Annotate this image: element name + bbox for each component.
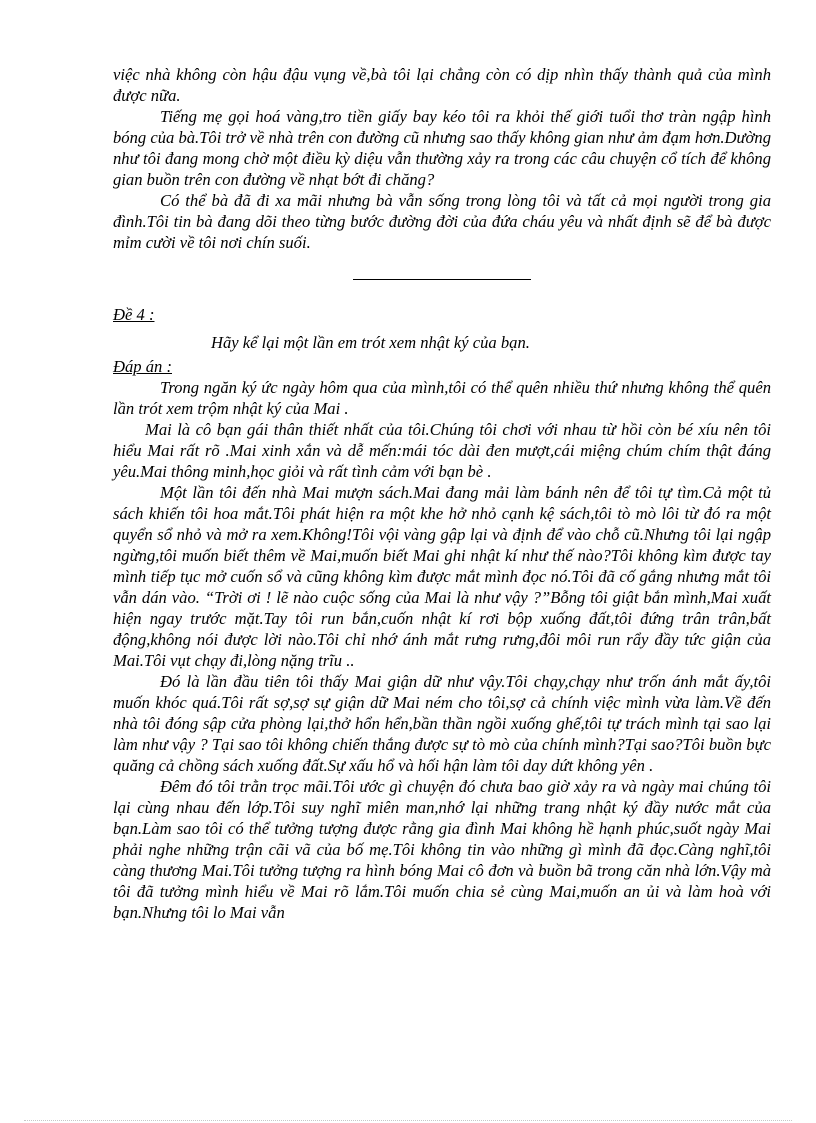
intro-paragraph-2: Tiếng mẹ gọi hoá vàng,tro tiền giấy bay kéo tôi ra khỏi thế giới tuổi thơ tràn ngập hình bóng của bà.Tôi trở về nhà trên con đường cũ nhưng sao thấy không gian như ảm đạm hơn.Dường như tôi đang mong chờ một điều kỳ diệu vẫn thường xảy ra trong các câu chuyện cổ tích để không gian buồn trên con đường về nhạt bớt đi chăng? — [113, 107, 771, 189]
page-bottom-border — [24, 1120, 792, 1121]
section-heading: Đề 4 : — [113, 305, 155, 324]
intro-paragraph-3: Có thể bà đã đi xa mãi nhưng bà vẫn sống trong lòng tôi và tất cả mọi người trong gia đình.Tôi tin bà đang dõi theo từng bước đường đời của đứa cháu yêu và nhất định sẽ để bà được mỉm cười về tôi nơi chín suối. — [113, 191, 771, 252]
section-divider — [353, 279, 531, 280]
essay-prompt: Hãy kể lại một lần em trót xem nhật ký của bạn. — [211, 333, 530, 352]
answer-paragraph-4: Đó là lần đầu tiên tôi thấy Mai giận dữ như vậy.Tôi chạy,chạy như trốn ánh mắt ấy,tôi muốn khóc quá.Tôi rất sợ,sợ sự giận dữ Mai ném cho tôi,sợ cả chính việc mình vừa làm.Về đến nhà tôi đóng sập cửa phòng lại,thở hổn hển,bần thần ngồi xuống ghế,tôi tự trách mình tại sao lại làm như vậy ? Tại sao tôi không chiến thắng được sự tò mò của chính mình?Tại sao?Tôi buồn bực quăng cả chồng sách xuống đất.Sự xấu hổ và hối hận làm tôi day dứt không yên . — [113, 672, 771, 775]
answer-label: Đáp án : — [113, 357, 172, 376]
intro-paragraph-1: việc nhà không còn hậu đậu vụng về,bà tôi lại chẳng còn có dịp nhìn thấy thành quả của mình được nữa. — [113, 65, 771, 105]
answer-paragraph-5: Đêm đó tôi trằn trọc mãi.Tôi ước gì chuyện đó chưa bao giờ xảy ra và ngày mai chúng tôi lại cùng nhau đến lớp.Tôi suy nghĩ miên man,nhớ lại những trang nhật ký đầy nước mắt của bạn.Làm sao tôi có thể tưởng tượng được rằng gia đình Mai không hề hạnh phúc,suốt ngày Mai phải nghe những trận cãi vã của bố mẹ.Tôi không tin vào những gì mình đã đọc.Càng nghĩ,tôi càng thương Mai.Tôi tưởng tượng ra hình bóng Mai cô đơn và buồn bã trong căn nhà lớn.Vậy mà tôi đã tưởng mình hiểu về Mai rõ lắm.Tôi muốn chia sẻ cùng Mai,muốn an ủi và làm hoà với bạn.Nhưng tôi lo Mai vẫn — [113, 777, 771, 922]
answer-paragraph-3: Một lần tôi đến nhà Mai mượn sách.Mai đang mải làm bánh nên để tôi tự tìm.Cả một tủ sách khiến tôi hoa mắt.Tôi phát hiện ra một khe hở nhỏ cạnh kệ sách,tôi tò mò lôi từ đó ra một quyển sổ nhỏ và mở ra xem.Không!Tôi vội vàng gập lại và định để vào chỗ cũ.Nhưng tôi lại ngập ngừng,tôi muốn biết thêm về Mai,muốn biết Mai ghi nhật kí như thế nào?Tôi không kìm được tay mình tiếp tục mở cuốn sổ và cũng không kìm được mắt mình đọc nó.Tôi đã cố gắng nhưng mắt tôi vẫn dán vào. “Trời ơi ! lẽ nào cuộc sống của Mai là như vậy ?”Bỗng tôi giật bắn mình,Mai xuất hiện ngay trước mặt.Tay tôi run bắn,cuốn nhật kí rơi bộp xuống đất,tôi đứng trân trân,bất động,không nói được lời nào.Tôi chỉ nhớ ánh mắt rưng rưng,đôi môi run rẩy đầy tức giận của Mai.Tôi vụt chạy đi,lòng nặng trĩu .. — [113, 483, 771, 670]
document-page — [113, 64, 771, 923]
answer-paragraph-2: Mai là cô bạn gái thân thiết nhất của tôi.Chúng tôi chơi với nhau từ hồi còn bé xíu nên tôi hiểu Mai rất rõ .Mai xinh xắn và dễ mến:mái tóc dài đen mượt,cái miệng chúm chím thật đáng yêu.Mai thông minh,học giỏi và rất tình cảm với bạn bè . — [113, 420, 771, 481]
answer-paragraph-1: Trong ngăn ký ức ngày hôm qua của mình,tôi có thể quên nhiều thứ nhưng không thể quên lần trót xem trộm nhật ký của Mai . — [113, 378, 771, 418]
